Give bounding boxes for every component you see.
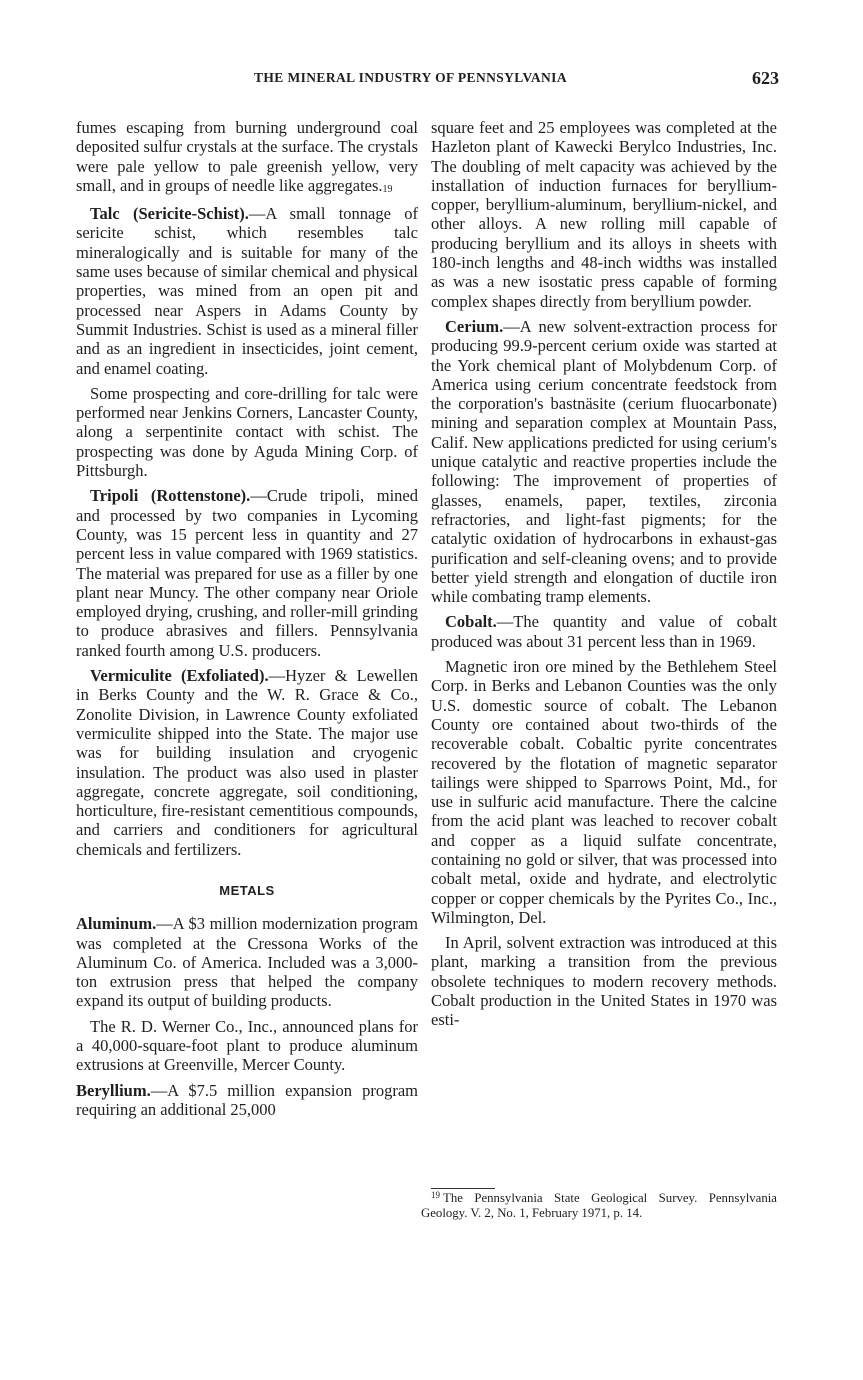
paragraph-talc	[76, 204, 418, 378]
run-in-heading-talc: Talc (Sericite-Schist).	[90, 204, 249, 224]
paragraph-text: fumes escaping from burning underground coal deposited sulfur crystals at the surface. The crystals were pale yellow to pale greenish yellow, very small, and in groups of needle like aggregates.	[76, 118, 418, 195]
paragraph-beryllium	[76, 1081, 418, 1120]
footnote	[421, 1192, 777, 1220]
paragraph-text: —A $7.5 million expansion program requiring an additional 25,000	[76, 1080, 418, 1119]
paragraph-cerium	[431, 317, 777, 606]
paragraph-text: —Crude tripoli, mined and processed by two companies in Lycoming County, was 15 percent less in quantity and 27 percent less in value compared with 1969 statistics. The material was prepared for use as a filler by one plant near Muncy. The other company near Oriole employed drying, crushing, and roller-mill grinding to produce abrasives and fillers. Pennsylvania ranked fourth among U.S. producers.	[76, 486, 419, 660]
paragraph-cobalt	[431, 612, 777, 651]
paragraph-tripoli	[76, 486, 418, 660]
paragraph-solvent-extraction: In April, solvent extraction was introduced at this plant, marking a transition from the previous obsolete techniques to modern recovery methods. Cobalt production in the United States in 1970 was esti-	[431, 933, 777, 1030]
footnote-divider	[431, 1188, 495, 1189]
run-in-heading-vermiculite: Vermiculite (Exfoliated).	[90, 666, 269, 686]
footnote-text: The Pennsylvania State Geological Survey. Pennsylvania Geology. V. 2, No. 1, February 1971, p. 14.	[421, 1191, 777, 1220]
paragraph-text: —A small tonnage of sericite schist, which resembles talc mineralogically and is suitable for many of the same uses because of similar chemical and physical properties, was mined from an open pit and processed near Aspers in Adams County by Summit Industries. Schist is used as a mineral filler and as an ingredient in insecticides, joint cement, and enamel coating.	[76, 204, 418, 378]
paragraph-text: —A new solvent-extraction process for producing 99.9-percent cerium oxide was started at the York chemical plant of Molybdenum Corp. of America using cerium concentrate feedstock from the corporation's bastnäsite (cerium fluocarbonate) mining and separation complex at Mountain Pass, Calif. New applications predicted for using cerium's unique catalytic and reactive properties include the following: The improvement of properties of glasses, enamels, paper, textiles, zirconia refractories, and light-fast pigments; for the catalytic oxidation of hydrocarbons in exhaust-gas purification and self-cleaning ovens; and to provide better yield strength and elongation of ductile iron while combating tramp elements.	[431, 316, 777, 607]
paragraph-text: —Hyzer & Lewellen in Berks County and the W. R. Grace & Co., Zonolite Division, in Lawrence County exfoliated vermiculite shipped into the State. The major use was for building insulation and cryogenic insulation. The product was also used in plaster aggregate, concrete aggregate, soil conditioning, horticulture, fire-resistant cementitious compounds, and carriers and conditioners for agricultural chemicals and fertilizers.	[76, 666, 418, 859]
paragraph-beryllium-continued: square feet and 25 employees was completed at the Hazleton plant of Kawecki Berylco Industries, Inc. The doubling of melt capacity was achieved by the installation of induction furnaces for beryllium-copper, beryllium-aluminum, beryllium-nickel, and other alloys. A new rolling mill capable of producing beryllium and its alloys in sheets with 180-inch lengths and 48-inch widths was installed as was a new isostatic press capable of forming complex shapes directly from beryllium powder.	[431, 118, 777, 311]
paragraph-aluminum	[76, 914, 418, 1010]
paragraph-text: —The quantity and value of cobalt produced was about 31 percent less than in 1969.	[431, 612, 777, 651]
run-in-heading-tripoli: Tripoli (Rottenstone).	[90, 486, 251, 506]
page-number: 623	[752, 68, 779, 88]
run-in-heading-beryllium: Beryllium.	[76, 1080, 151, 1100]
footnote-ref: 19	[382, 183, 393, 195]
paragraph-cobalt-sources: Magnetic iron ore mined by the Bethlehem Steel Corp. in Berks and Lebanon Counties was the only U.S. domestic source of cobalt. The Lebanon County ore contained about two-thirds of the recoverable cobalt. Cobaltic pyrite concentrates recovered by the flotation of magnetic separator tailings were shipped to Sparrows Point, Md., for use in sulfuric acid manufacture. There the calcine from the acid plant was leached to recover cobalt and copper as a liquid sulfate concentrate, containing no gold or silver, that was processed into cobalt metal, oxide and hydrate, and electrolytic copper or copper chemicals by the Pyrites Co., Inc., Wilmington, Del.	[431, 657, 777, 927]
footnote-mark: 19	[431, 1190, 440, 1200]
paragraph-vermiculite	[76, 666, 418, 859]
running-head-title: THE MINERAL INDUSTRY OF PENNSYLVANIA	[254, 70, 567, 85]
paragraph-sulfur-crystals	[76, 118, 418, 198]
right-column	[431, 118, 777, 1036]
paragraph-werner: The R. D. Werner Co., Inc., announced plans for a 40,000-square-foot plant to produce aluminum extrusions at Greenville, Mercer County.	[76, 1016, 418, 1075]
run-in-heading-cobalt: Cobalt.	[445, 612, 497, 632]
paragraph-text: —A $3 million modernization program was completed at the Cressona Works of the Aluminum Co. of America. Included was a 3,000-ton extrusion press that helped the company expand its output of building products.	[76, 914, 418, 1011]
paragraph-talc-prospecting: Some prospecting and core-drilling for talc were performed near Jenkins Corners, Lancaster County, along a serpentinite contact with schist. The prospecting was done by Aguda Mining Corp. of Pittsburgh.	[76, 383, 418, 481]
run-in-heading-aluminum: Aluminum.	[76, 914, 157, 934]
section-heading-metals: METALS	[219, 882, 275, 898]
run-in-heading-cerium: Cerium.	[445, 316, 504, 336]
left-column	[76, 118, 418, 1125]
